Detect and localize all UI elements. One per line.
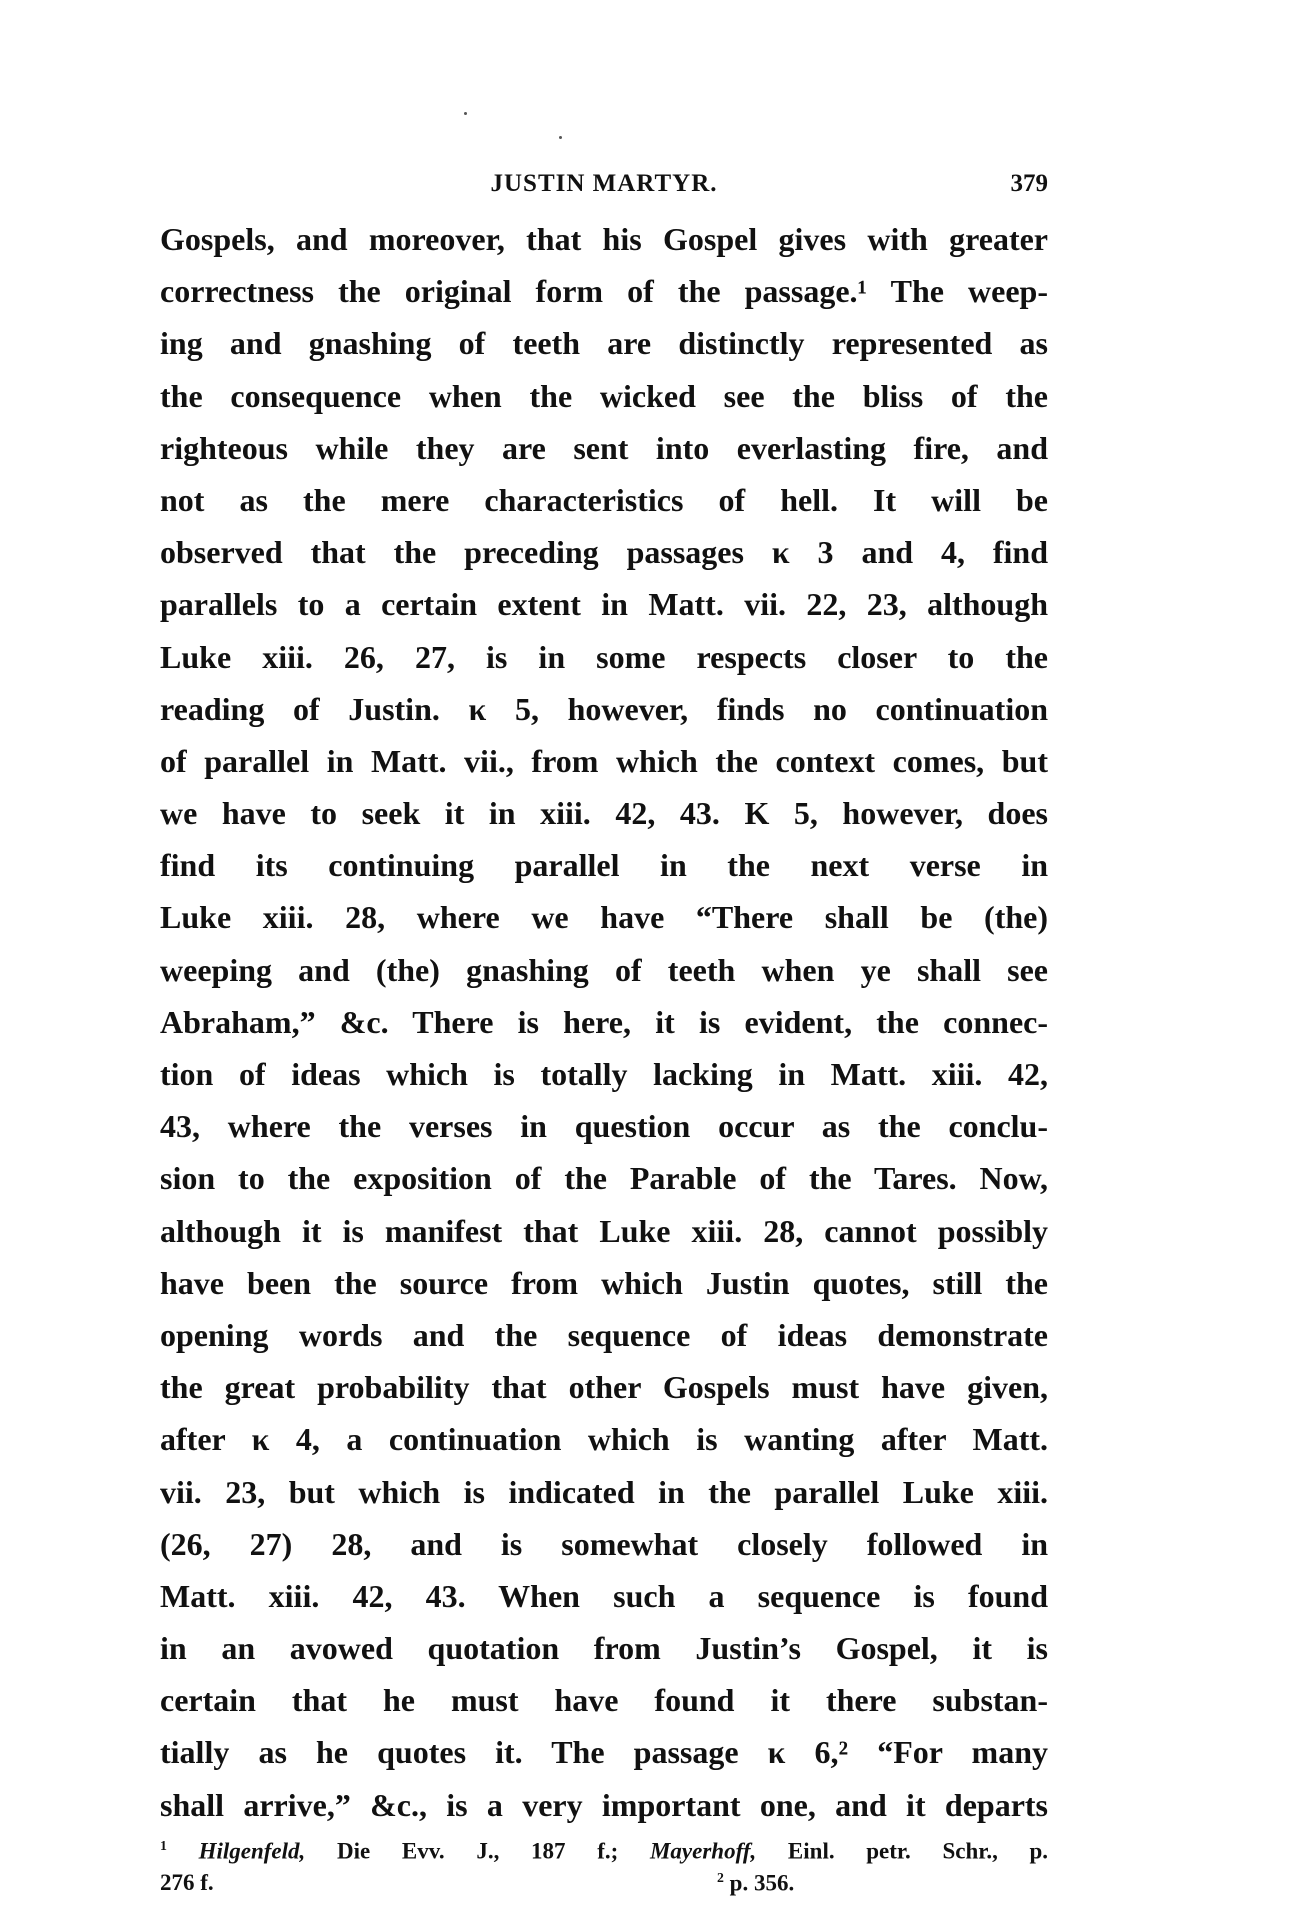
footnote-1-continuation: 276 f. <box>160 1870 214 1895</box>
text-line: reading of Justin. κ 5, however, finds no continuation <box>160 690 1048 727</box>
text-line: sion to the exposition of the Parable of the Tares. Now, <box>160 1160 1048 1197</box>
text-line: correctness the original form of the passage.¹ The weep- <box>160 273 1048 310</box>
text-line: 43, where the verses in question occur as the conclu- <box>160 1108 1048 1145</box>
text-line: weeping and (the) gnashing of teeth when ye shall see <box>160 951 1048 988</box>
scan-speck <box>464 112 467 115</box>
footnote-marker: 2 <box>717 1870 724 1885</box>
footnote-1 <box>160 1838 1048 1865</box>
text-line: opening words and the sequence of ideas demonstrate <box>160 1316 1048 1353</box>
scan-speck <box>559 136 562 139</box>
text-line: (26, 27) 28, and is somewhat closely followed in <box>160 1525 1048 1562</box>
footnote-author: Mayerhoff, <box>649 1838 757 1864</box>
footnote-text: Einl. petr. Schr., p. <box>787 1838 1049 1864</box>
text-line: righteous while they are sent into everlasting fire, and <box>160 429 1048 466</box>
text-line: certain that he must have found it there substan- <box>160 1682 1048 1719</box>
text-line: vii. 23, but which is indicated in the parallel Luke xiii. <box>160 1473 1048 1510</box>
text-line: Matt. xiii. 42, 43. When such a sequence is found <box>160 1577 1048 1614</box>
footnote-2 <box>717 1870 794 1897</box>
footnote-author: Hilgenfeld, <box>198 1838 306 1864</box>
text-line: tion of ideas which is totally lacking in Matt. xiii. 42, <box>160 1056 1048 1092</box>
text-line: although it is manifest that Luke xiii. 28, cannot possibly <box>160 1212 1048 1249</box>
text-line: parallels to a certain extent in Matt. vii. 22, 23, although <box>160 586 1048 623</box>
text-line: we have to seek it in xiii. 42, 43. K 5, however, does <box>160 795 1048 832</box>
page-number: 379 <box>1010 170 1048 197</box>
running-title: JUSTIN MARTYR. <box>490 170 718 197</box>
text-line: find its continuing parallel in the next verse in <box>160 847 1048 884</box>
text-line: Luke xiii. 28, where we have “There shall be (the) <box>160 899 1048 936</box>
text-line: observed that the preceding passages κ 3 and 4, find <box>160 534 1048 571</box>
text-line: the great probability that other Gospels must have given, <box>160 1369 1048 1406</box>
footnote-line-2 <box>160 1870 1048 1896</box>
text-line: not as the mere characteristics of hell. It will be <box>160 481 1048 518</box>
body-text <box>160 213 1048 1831</box>
footnote-text: p. 356. <box>729 1870 795 1896</box>
text-line: tially as he quotes it. The passage κ 6,² “For many <box>160 1734 1048 1771</box>
text-line: Abraham,” &c. There is here, it is evident, the connec- <box>160 1003 1048 1040</box>
text-line: after κ 4, a continuation which is wanting after Matt. <box>160 1421 1048 1458</box>
footnote-marker: 1 <box>160 1838 167 1853</box>
text-line: ing and gnashing of teeth are distinctly represented as <box>160 325 1048 362</box>
text-line: Gospels, and moreover, that his Gospel gives with greater <box>160 221 1048 257</box>
text-line: of parallel in Matt. vii., from which the context comes, but <box>160 742 1048 779</box>
text-line: the consequence when the wicked see the bliss of the <box>160 377 1048 414</box>
footnote-text: Die Evv. J., 187 f.; <box>336 1838 619 1864</box>
text-line: have been the source from which Justin quotes, still the <box>160 1264 1048 1301</box>
text-line: shall arrive,” &c., is a very important one, and it departs <box>160 1786 1048 1823</box>
running-header <box>160 170 1048 210</box>
text-line: in an avowed quotation from Justin’s Gospel, it is <box>160 1630 1048 1667</box>
text-line: Luke xiii. 26, 27, is in some respects closer to the <box>160 638 1048 675</box>
